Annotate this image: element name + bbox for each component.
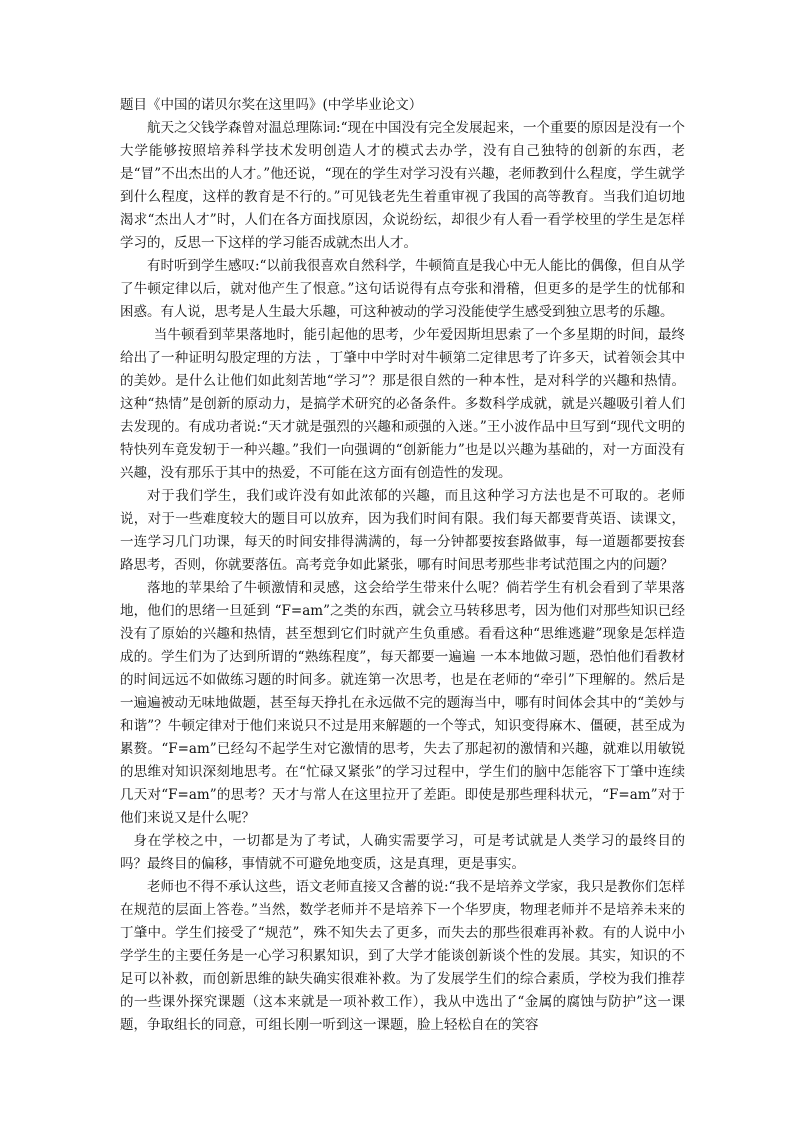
paragraph-2: 有时听到学生感叹:“以前我很喜欢自然科学，牛顿简直是我心中无人能比的偶像，但自从学了牛顿定律以后，就对他产生了恨意。”这句话说得有点夸张和滑稽，但更多的是学生的忧郁和困惑。有人说，思考是人生最大乐趣，可这种被动的学习没能使学生感受到独立思考的乐趣。: [120, 258, 685, 320]
document-title: 题目《中国的诺贝尔奖在这里吗》(中学毕业论文）: [120, 97, 423, 113]
paragraph-3: 当牛顿看到苹果落地时，能引起他的思考，少年爱因斯坦思索了一个多星期的时间，最终给出了一种证明勾股定理的方法 ，丁肇中中学时对牛顿第二定律思考了许多天，试着领会其中的美妙。是什么让他们如此刻苦地“学习”？那是很自然的一种本性，是对科学的兴趣和热情。这种“热情”是创新的原动力，是搞学术研究的必备条件。多数科学成就，就是兴趣吸引着人们去发现的。有成功者说:“天才就是强烈的兴趣和顽强的入迷。”王小波作品中旦写到“现代文明的特快列车竟发轫于一种兴趣。”我们一向强调的“创新能力”也是以兴趣为基础的，对一方面没有兴趣，没有那乐于其中的热爱，不可能在这方面有创造性的发现。: [120, 327, 685, 481]
paragraph-1: 航天之父钱学森曾对温总理陈词:“现在中国没有完全发展起来，一个重要的原因是没有一个大学能够按照培养科学技术发明创造人才的模式去办学，没有自己独特的创新的东西，老是“冒”不出杰出的人才。”他还说，“现在的学生对学习没有兴趣，老师教到什么程度，学生就学到什么程度，这样的教育是不行的。”可见钱老先生着重审视了我国的高等教育。当我们迫切地渴求“杰出人才”时，人们在各方面找原因，众说纷纭，却很少有人看一看学校里的学生是怎样学习的，反思一下这样的学习能否成就杰出人才。: [120, 120, 685, 251]
document-body: [120, 94, 685, 1037]
paragraph-6: 身在学校之中，一切都是为了考试，人确实需要学习，可是考试就是人类学习的最终目的吗？最终目的偏移，事情就不可避免地变质，这是真理，更是事实。: [120, 833, 685, 872]
paragraph-5: 落地的苹果给了牛顿激情和灵感，这会给学生带来什么呢？倘若学生有机会看到了苹果落地，他们的思绪一旦延到 “F=am”之类的东西，就会立马转移思考，因为他们对那些知识已经没有了原始的兴趣和热情，甚至想到它们时就产生负重感。看看这种“思维逃避”现象是怎样造成的。学生们为了达到所谓的“熟练程度”，每天都要一遍遍 一本本地做习题，恐怕他们看教材的时间远远不如做练习题的时间多。就连第一次思考，也是在老师的“牵引”下理解的。然后是一遍遍被动无味地做题，甚至每天挣扎在永远做不完的题海当中，哪有时间体会其中的“美妙与和谐”？牛顿定律对于他们来说只不过是用来解题的一个等式，知识变得麻木、僵硬，甚至成为累赘。“F=am”已经勾不起学生对它激情的思考，失去了那起初的激情和兴趣，就难以用敏锐的思维对知识深刻地思考。在“忙碌又紧张”的学习过程中，学生们的脑中怎能容下丁肇中连续几天对“F=am”的思考？天才与常人在这里拉开了差距。即使是那些理科状元，“F=am”对于他们来说又是什么呢？: [120, 580, 685, 826]
paragraph-4: 对于我们学生，我们或许没有如此浓郁的兴趣，而且这种学习方法也是不可取的。老师说，对于一些难度较大的题目可以放弃，因为我们时间有限。我们每天都要背英语、读课文，一连学习几门功课，每天的时间安排得满满的，每一分钟都要按套路做事，每一道题都要按套路思考，否则，你就要落伍。高考竞争如此紧张，哪有时间思考那些非考试范围之内的问题？: [120, 488, 685, 573]
paragraph-7: 老师也不得不承认这些，语文老师直接又含蓄的说:“我不是培养文学家，我只是教你们怎样在规范的层面上答卷。”当然，数学老师并不是培养下一个华罗庚，物理老师并不是培养未来的丁肇中。学生们接受了“规范”，殊不知失去了更多，而失去的那些很难再补救。有的人说中小学学生的主要任务是一心学习积累知识，到了大学才能谈创新谈个性的发展。其实，知识的不足可以补救，而创新思维的缺失确实很难补救。为了发展学生们的综合素质，学校为我们推荐的一些课外探究课题（这本来就是一项补救工作），我从中选出了“金属的腐蚀与防护”这一课题，争取组长的同意，可组长刚一听到这一课题，脸上轻松自在的笑容: [120, 879, 685, 1033]
